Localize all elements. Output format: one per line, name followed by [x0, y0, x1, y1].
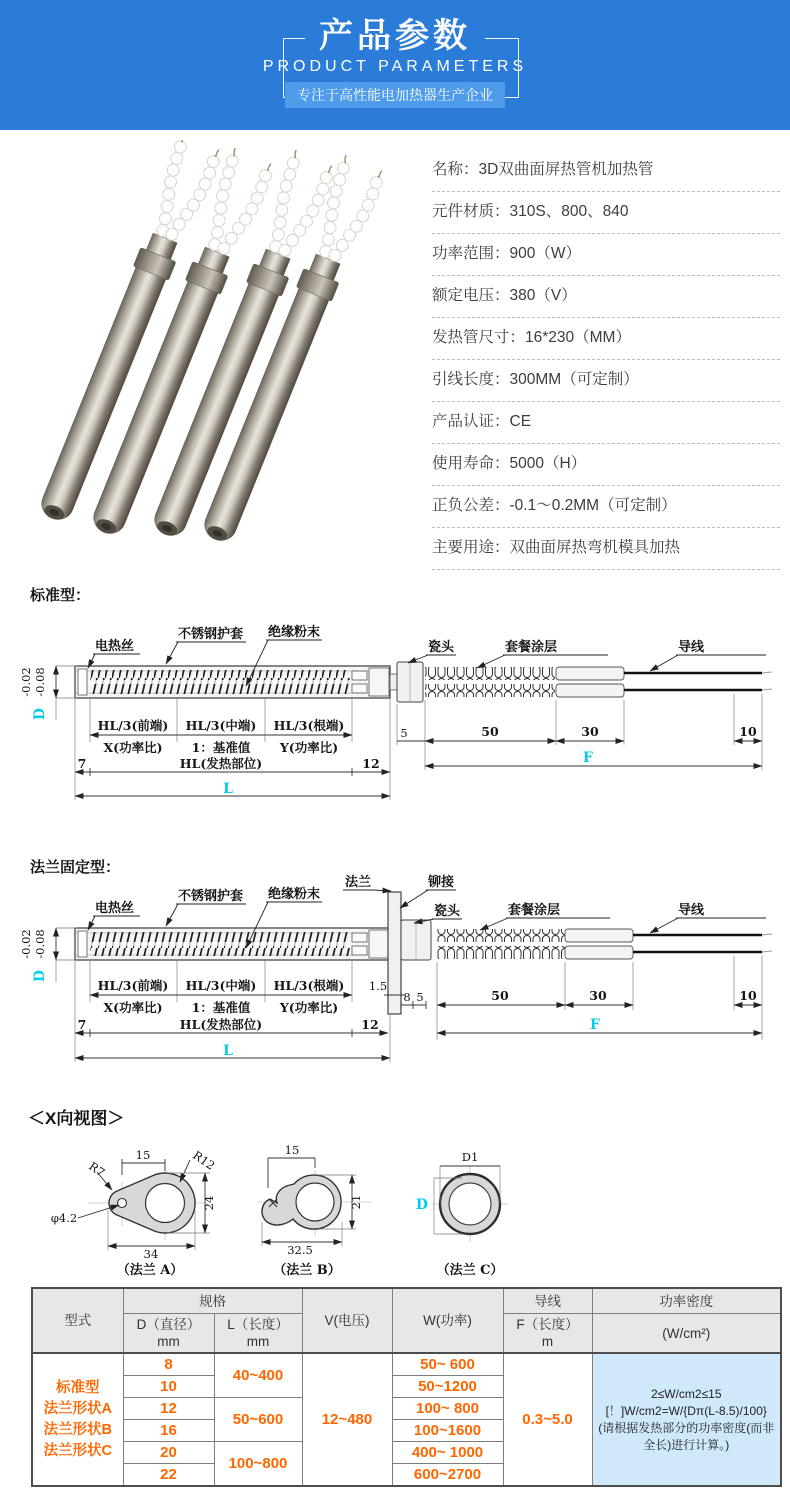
diameter-letter: D: [32, 707, 48, 721]
spec-row-tolerance: [432, 486, 780, 528]
ratio-x: X(功率比): [103, 740, 163, 755]
diameter-value: 20: [123, 1442, 214, 1464]
type-line: 法兰形状A: [43, 1400, 112, 1417]
tolerance-lower: -0.08: [33, 929, 47, 959]
coating-label: 套餐涂层: [505, 640, 558, 655]
col-diameter-line1: D（直径）: [136, 1317, 201, 1332]
dim-b-325: 32.5: [287, 1243, 313, 1257]
dim-7: 7: [77, 756, 87, 771]
ratio-base: 1：基准值: [191, 1000, 251, 1015]
page-title: [0, 8, 790, 57]
voltage-range: 12~480: [302, 1353, 392, 1486]
col-voltage: V(电压): [302, 1288, 392, 1353]
power-range: 50~1200: [392, 1376, 503, 1398]
spec-row-name: [432, 150, 780, 192]
spec-row-usage: [432, 528, 780, 570]
spec-table: [31, 1287, 782, 1487]
type-line: 法兰形状B: [43, 1421, 112, 1438]
density-formula-line: 2≤W/cm2≤15: [650, 1386, 722, 1401]
spec-label: 发热管尺寸：: [432, 329, 526, 346]
dim-hl: HL(发热部位): [179, 1017, 263, 1032]
length-range: 100~800: [214, 1442, 302, 1487]
spec-label: 额定电压：: [432, 287, 510, 304]
col-spec: 规格: [123, 1288, 302, 1314]
spec-value: 900（W）: [509, 245, 582, 262]
col-density: 功率密度: [592, 1288, 781, 1314]
flange-b-view: [258, 1143, 372, 1278]
powder-label: 绝缘粉末: [268, 887, 321, 902]
dim-5: 5: [400, 726, 408, 740]
dim-a-24: 24: [202, 1195, 216, 1211]
tolerance-upper: -0.02: [19, 929, 33, 959]
dim-12: 12: [361, 1017, 379, 1032]
length-dimensions: [75, 960, 426, 1062]
length-range: 50~600: [214, 1398, 302, 1442]
flange-type-diagram: [0, 870, 790, 1085]
seg-mid: HL/3(中端): [185, 718, 257, 733]
dim-l: L: [223, 781, 233, 797]
col-length-line2: mm: [246, 1334, 270, 1349]
dim-f: F: [590, 1017, 600, 1033]
power-range: 100~ 800: [392, 1398, 503, 1420]
col-length-line1: L（长度）: [227, 1317, 289, 1332]
lead-length-range: 0.3~5.0: [503, 1353, 592, 1486]
length-range: 40~400: [214, 1353, 302, 1398]
flange-b-caption: （法兰 B）: [273, 1263, 341, 1278]
dim-7: 7: [77, 1017, 87, 1032]
page-subtitle: PRODUCT PARAMETERS: [262, 58, 528, 75]
spec-value: 16*230（MM）: [525, 329, 631, 346]
spec-label: 引线长度：: [432, 371, 510, 388]
dim-5: 5: [416, 990, 424, 1004]
power-range: 400~ 1000: [392, 1442, 503, 1464]
tolerance-upper: -0.02: [19, 667, 33, 697]
col-lead-length-line2: m: [541, 1334, 554, 1349]
dim-c-d: D: [415, 1197, 428, 1213]
lead-wire-label: 导线: [678, 640, 705, 655]
lead-dimensions: [437, 956, 762, 1040]
dim-b-21: 21: [349, 1194, 363, 1210]
spec-label: 元件材质：: [432, 203, 510, 220]
heating-wire-label: 电热丝: [95, 639, 135, 654]
rivet-label: 铆接: [428, 875, 455, 890]
spec-row-power: [432, 234, 780, 276]
ceramic-head-label: 瓷头: [428, 640, 455, 655]
spec-row-size: [432, 318, 780, 360]
heating-rods: [28, 140, 388, 548]
diameter-letter: D: [32, 969, 48, 983]
spec-value: 5000（H）: [509, 455, 587, 472]
spec-row-cert: [432, 402, 780, 444]
seg-root: HL/3(根端): [273, 718, 345, 733]
spec-label: 主要用途：: [432, 539, 510, 556]
col-lead-length: [503, 1314, 592, 1354]
tolerance-lower: -0.08: [33, 667, 47, 697]
flange-c-view: [416, 1150, 508, 1278]
dim-1-5: 1.5: [368, 979, 388, 993]
seg-mid: HL/3(中端): [185, 978, 257, 993]
power-range: 600~2700: [392, 1464, 503, 1487]
xview-title: ＜X向视图＞: [28, 1109, 125, 1128]
seg-root: HL/3(根端): [273, 978, 345, 993]
dim-a-r7: R7: [86, 1158, 108, 1180]
spec-value: 310S、800、840: [509, 203, 629, 220]
dim-50: 50: [491, 988, 509, 1003]
spec-value: 双曲面屏热弯机模具加热: [509, 539, 681, 556]
dim-12: 12: [362, 756, 380, 771]
power-range: 100~1600: [392, 1420, 503, 1442]
ratio-base: 1：基准值: [191, 740, 251, 755]
spec-value: -0.1～0.2MM（可定制）: [509, 497, 677, 514]
header-tagline: 专注于高性能电加热器生产企业: [285, 82, 505, 108]
header-banner: [0, 0, 790, 130]
col-lead: 导线: [503, 1288, 592, 1314]
spec-row-lead-length: [432, 360, 780, 402]
page-title-text: 产品参数: [305, 17, 485, 55]
spec-value: 300MM（可定制）: [509, 371, 639, 388]
power-range: 50~ 600: [392, 1353, 503, 1376]
coating-label: 套餐涂层: [508, 903, 561, 918]
dim-a-hole: φ4.2: [50, 1211, 78, 1225]
type-line: 法兰形状C: [43, 1442, 112, 1459]
dim-30: 30: [589, 988, 607, 1003]
diameter-value: 8: [123, 1353, 214, 1376]
power-density-cell: [592, 1353, 781, 1486]
flange-a-view: [51, 1148, 218, 1278]
diameter-value: 12: [123, 1398, 214, 1420]
product-photo: [25, 140, 420, 575]
flange-a-caption: （法兰 A）: [116, 1263, 184, 1278]
ratio-y: Y(功率比): [279, 740, 339, 755]
spec-row-material: [432, 192, 780, 234]
spec-row-life: [432, 444, 780, 486]
dim-c-d1: D1: [461, 1150, 479, 1164]
ratio-y: Y(功率比): [279, 1000, 339, 1015]
lead-wire-label: 导线: [678, 903, 705, 918]
sheath-label: 不锈钢护套: [178, 889, 244, 904]
spec-label: 名称：: [432, 161, 479, 178]
table-row: [32, 1353, 781, 1376]
diameter-dimension: [19, 666, 77, 720]
spec-label: 正负公差：: [432, 497, 510, 514]
dim-30: 30: [581, 724, 599, 739]
dim-10: 10: [739, 988, 757, 1003]
col-lead-length-line1: F（长度）: [516, 1317, 579, 1332]
spec-value: 3D双曲面屏热管机加热管: [478, 161, 654, 178]
flange-plate: [388, 892, 401, 1014]
flange-label: 法兰: [345, 875, 372, 890]
col-density-unit: (W/cm²): [592, 1314, 781, 1354]
length-dimensions: [75, 698, 390, 800]
xview-diagram: [0, 1130, 790, 1280]
lead-dimensions: [397, 694, 762, 770]
standard-type-title: 标准型：: [30, 587, 91, 604]
density-note-line: (请根据发热部分的功率密度(而非全长)进行计算。): [598, 1420, 775, 1452]
ratio-x: X(功率比): [103, 1000, 163, 1015]
dim-b-15: 15: [284, 1143, 300, 1157]
spec-label: 产品认证：: [432, 413, 510, 430]
flange-c-caption: （法兰 C）: [436, 1263, 504, 1278]
spec-value: 380（V）: [509, 287, 577, 304]
spec-label: 使用寿命：: [432, 455, 510, 472]
col-diameter: [123, 1314, 214, 1354]
dim-50: 50: [481, 724, 499, 739]
heating-wire-label: 电热丝: [95, 901, 135, 916]
diameter-dimension: [19, 928, 77, 982]
dim-a-r12: R12: [190, 1147, 218, 1173]
col-diameter-line2: mm: [157, 1334, 180, 1349]
type-line: 标准型: [56, 1379, 100, 1396]
dim-hl: HL(发热部位): [179, 756, 263, 771]
type-cell: [32, 1353, 123, 1486]
spec-value: CE: [509, 413, 532, 430]
col-length: [214, 1314, 302, 1354]
col-type: 型式: [32, 1288, 123, 1353]
spec-row-voltage: [432, 276, 780, 318]
dim-a-15: 15: [135, 1148, 151, 1162]
ceramic-head-label: 瓷头: [434, 904, 461, 919]
dim-8: 8: [403, 990, 411, 1004]
dim-l: L: [223, 1043, 233, 1059]
flange-type-title: 法兰固定型：: [30, 859, 121, 876]
sheath-label: 不锈钢护套: [178, 627, 244, 642]
spec-list: [432, 150, 780, 570]
dim-f: F: [583, 750, 593, 766]
col-power: W(功率): [392, 1288, 503, 1353]
tube-drawing: [75, 662, 772, 702]
diameter-value: 16: [123, 1420, 214, 1442]
density-formula-line: [！]W/cm2=W/{Dπ(L-8.5)/100}: [605, 1403, 767, 1418]
dim-a-34: 34: [143, 1247, 159, 1261]
dim-10: 10: [739, 724, 757, 739]
spec-label: 功率范围：: [432, 245, 510, 262]
powder-label: 绝缘粉末: [268, 625, 321, 640]
standard-type-diagram: [0, 600, 790, 815]
seg-front: HL/3(前端): [97, 718, 169, 733]
seg-front: HL/3(前端): [97, 978, 169, 993]
diameter-value: 22: [123, 1464, 214, 1487]
diameter-value: 10: [123, 1376, 214, 1398]
